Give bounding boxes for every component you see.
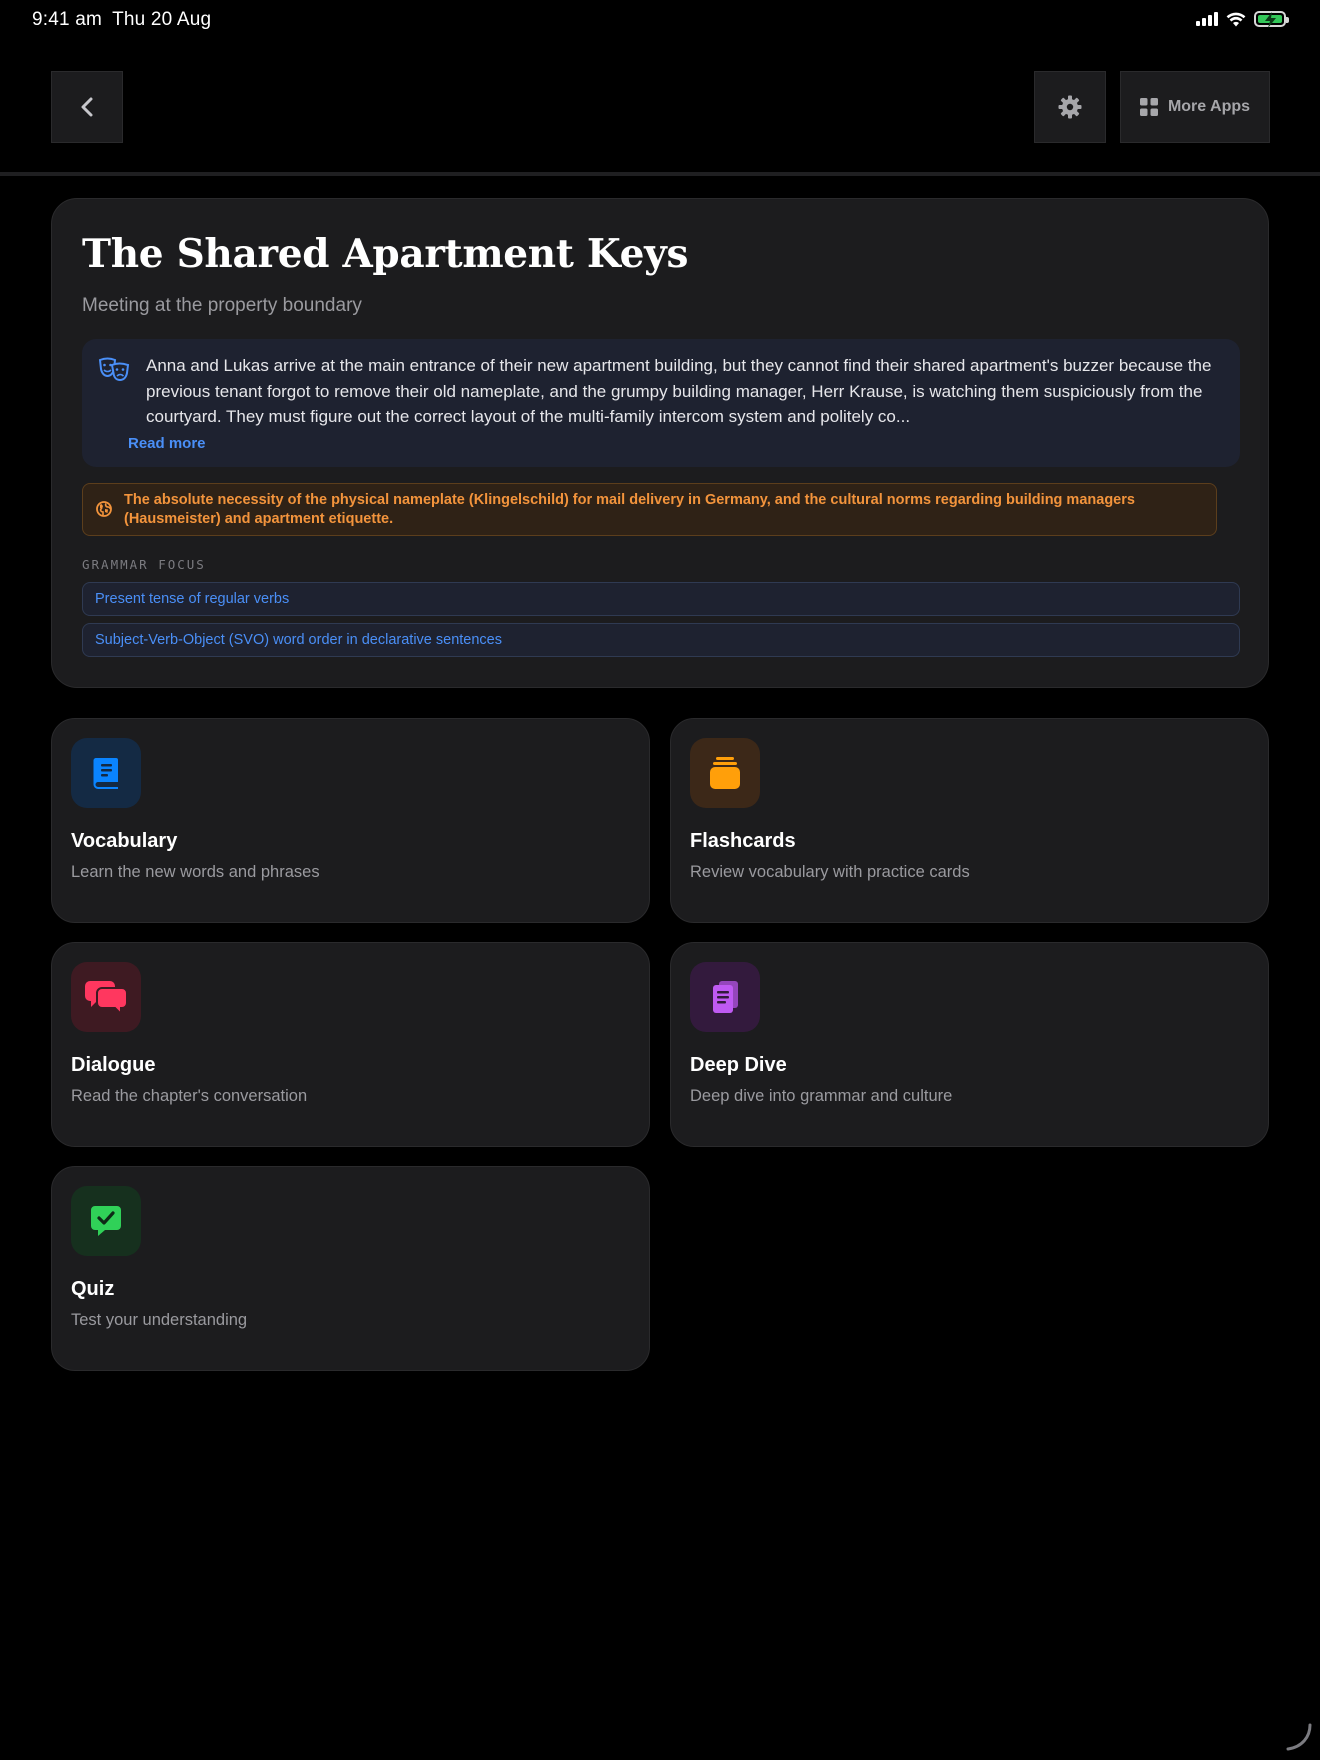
culture-note xyxy=(82,483,1217,536)
status-clock xyxy=(32,9,221,31)
battery-icon xyxy=(1254,11,1286,27)
globe-icon xyxy=(96,501,112,517)
module-card-deep-dive[interactable] xyxy=(670,942,1269,1147)
module-icon-tile xyxy=(690,962,760,1032)
checkmark-bubble-icon xyxy=(89,1204,123,1238)
module-card-quiz[interactable] xyxy=(51,1166,650,1371)
chapter-overview-card xyxy=(51,198,1269,688)
module-icon-tile xyxy=(71,1186,141,1256)
module-title: Dialogue xyxy=(71,1054,156,1076)
module-description: Deep dive into grammar and culture xyxy=(690,1087,953,1105)
chat-bubbles-icon xyxy=(84,979,128,1015)
module-card-vocabulary[interactable] xyxy=(51,718,650,923)
module-title: Flashcards xyxy=(690,830,796,852)
summary-text: Anna and Lukas arrive at the main entrance of their new apartment building, but they cannot find their shared apartment's buzzer because the previous tenant forgot to remove their old nameplate, and the grumpy building manager, Herr Krause, is watching them suspiciously from the courtyard. They must figure out the correct layout of the multi-family intercom system and politely co... xyxy=(146,356,1212,426)
grammar-focus-item: Present tense of regular verbs xyxy=(82,582,1240,616)
module-icon-tile xyxy=(690,738,760,808)
more-apps-button[interactable] xyxy=(1120,71,1270,143)
chevron-left-icon xyxy=(80,96,94,118)
module-title: Quiz xyxy=(71,1278,115,1300)
grammar-focus-item: Subject-Verb-Object (SVO) word order in declarative sentences xyxy=(82,623,1240,657)
module-title: Deep Dive xyxy=(690,1054,787,1076)
module-description: Review vocabulary with practice cards xyxy=(690,863,970,881)
chapter-title: The Shared Apartment Keys xyxy=(82,231,689,277)
grid-icon xyxy=(1140,98,1158,116)
resize-corner-icon xyxy=(1282,1721,1314,1753)
card-stack-icon xyxy=(709,756,741,790)
grammar-focus-label: GRAMMAR FOCUS xyxy=(82,557,206,572)
module-title: Vocabulary xyxy=(71,830,178,852)
status-bar xyxy=(0,0,1320,42)
chapter-summary xyxy=(82,339,1240,467)
module-card-dialogue[interactable] xyxy=(51,942,650,1147)
notebook-icon xyxy=(710,980,740,1014)
more-apps-label: More Apps xyxy=(1167,98,1251,115)
module-description: Read the chapter's conversation xyxy=(71,1087,308,1105)
gear-icon xyxy=(1058,95,1082,119)
culture-note-text: The absolute necessity of the physical nameplate (Klingelschild) for mail delivery in Germany, and the cultural norms regarding building managers (Hausmeister) and apartment etiquette. xyxy=(124,492,1135,527)
module-icon-tile xyxy=(71,962,141,1032)
cellular-signal-icon xyxy=(1196,12,1218,26)
read-more-link[interactable]: Read more xyxy=(128,435,206,452)
module-description: Test your understanding xyxy=(71,1311,248,1329)
module-description: Learn the new words and phrases xyxy=(71,863,320,881)
top-navigation-bar xyxy=(0,42,1320,176)
wifi-icon xyxy=(1226,12,1246,27)
module-card-flashcards[interactable] xyxy=(670,718,1269,923)
status-time: 9:41 am xyxy=(32,9,103,30)
book-icon xyxy=(91,756,121,790)
status-date: Thu 20 Aug xyxy=(112,9,212,30)
theater-masks-icon xyxy=(98,357,130,381)
module-icon-tile xyxy=(71,738,141,808)
status-icons xyxy=(1196,11,1286,27)
chapter-subtitle: Meeting at the property boundary xyxy=(82,295,362,316)
settings-button[interactable] xyxy=(1034,71,1106,143)
back-button[interactable] xyxy=(51,71,123,143)
